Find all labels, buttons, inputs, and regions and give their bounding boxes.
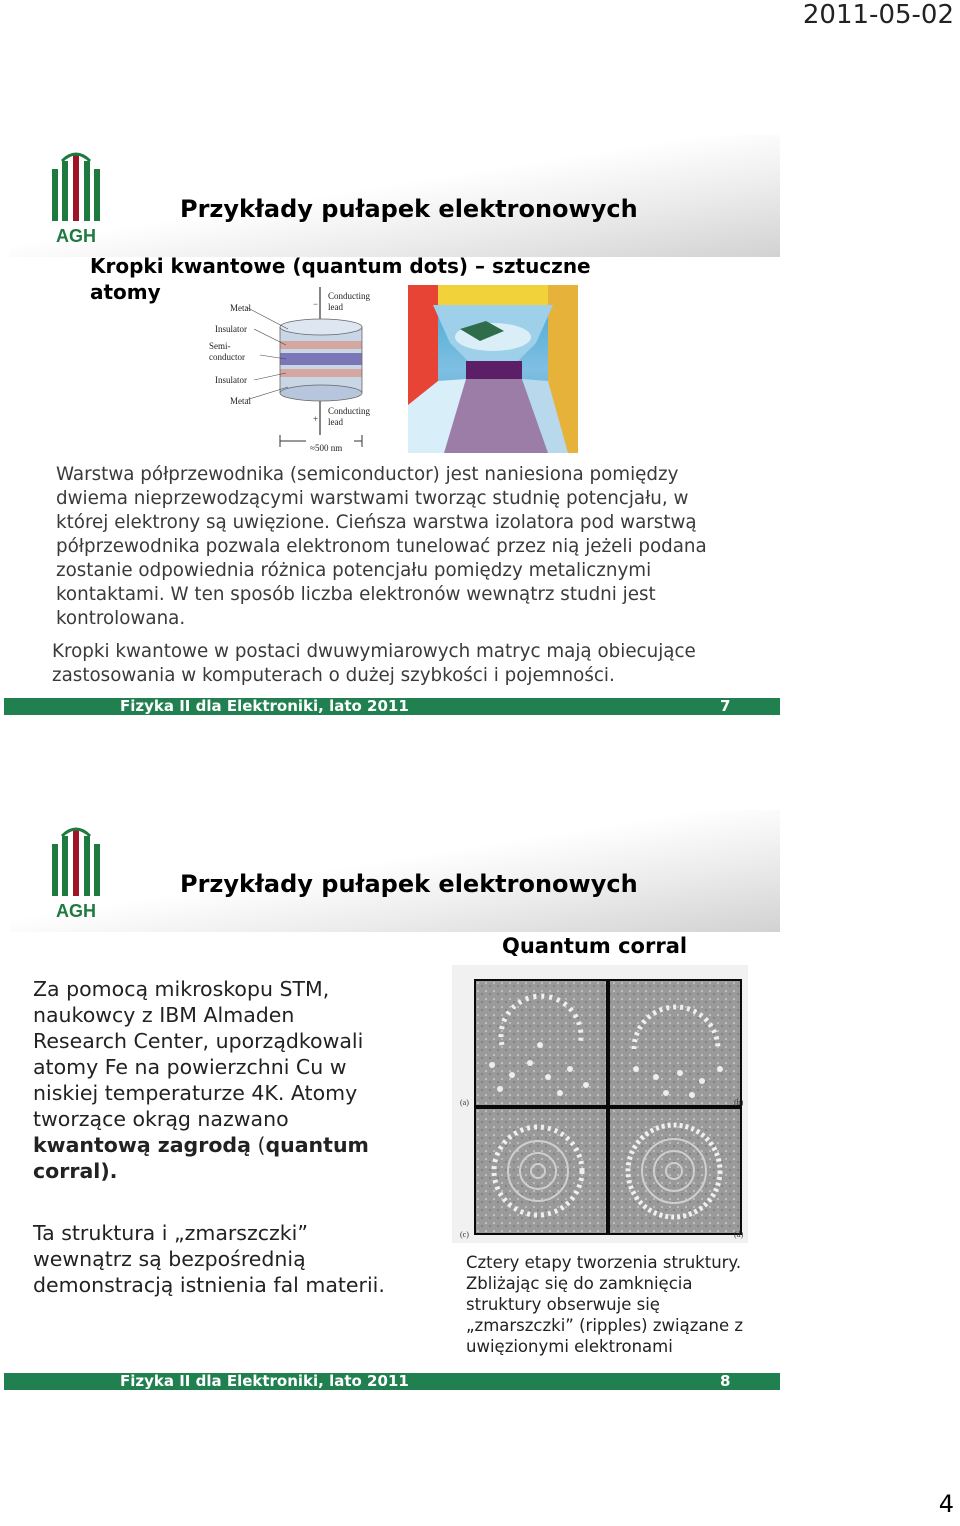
panel-a [476, 981, 606, 1105]
slide-7 [10, 135, 780, 720]
svg-text:−: − [313, 299, 319, 309]
svg-text:(c): (c) [460, 1230, 469, 1239]
slide-subtitle: Kropki kwantowe (quantum dots) – sztuczne atomy [90, 254, 591, 304]
svg-text:AGH: AGH [56, 226, 96, 245]
svg-text:Conducting: Conducting [328, 406, 370, 416]
slide-number: 8 [720, 1372, 731, 1390]
svg-text:(b): (b) [734, 1098, 744, 1107]
slide-title: Przykłady pułapek elektronowych [180, 195, 638, 223]
panel-c [476, 1109, 606, 1233]
page-number: 4 [938, 1490, 954, 1518]
image-note: Cztery etapy tworzenia struktury. Zbliżając się do zamknięcia struktury obserwuje się „zmarszczki” (ripples) związane z uwięzionymi elektronami [466, 1253, 744, 1356]
svg-text:Insulator: Insulator [215, 324, 247, 334]
svg-text:Metal: Metal [230, 396, 251, 406]
svg-text:conductor: conductor [209, 352, 245, 362]
footer-text: Fizyka II dla Elektroniki, lato 2011 [120, 1372, 409, 1390]
svg-text:Insulator: Insulator [215, 375, 247, 385]
svg-text:Metal: Metal [230, 303, 251, 313]
svg-text:Conducting: Conducting [328, 291, 370, 301]
svg-text:AGH: AGH [56, 901, 96, 920]
slide-footer [4, 1373, 780, 1390]
paragraph-text: ( [250, 1133, 266, 1157]
footer-text: Fizyka II dla Elektroniki, lato 2011 [120, 697, 409, 715]
quantum-dot-micrograph [408, 285, 578, 453]
svg-text:Semi-: Semi- [209, 341, 231, 351]
quantum-dot-diagram [202, 285, 402, 457]
bold-term: quantum corral). [33, 1133, 369, 1183]
panel-b [610, 981, 740, 1105]
slide-header [10, 135, 780, 257]
panel-d [610, 1109, 740, 1233]
slide-8 [10, 810, 780, 1395]
slide-body-paragraph-2: Ta struktura i „zmarszczki” wewnątrz są bezpośrednią demonstracją istnienia fal materii. [33, 1221, 385, 1297]
slide-body-paragraph-1: Warstwa półprzewodnika (semiconductor) jest naniesiona pomiędzy dwiema nieprzewodzącymi warstwami tworząc studnię potencjału, w której elektrony są uwięzione. Cieńsza warstwa izolatora pod warstwą półprzewodnika pozwala elektronom tunelować przez nią jeżeli podana zostanie odpowiednia różnica potencjału pomiędzy metalicznymi kontaktami. W ten sposób liczba elektronów wewnątrz studni jest kontrolowana. [56, 464, 707, 629]
slide-footer [4, 698, 780, 715]
svg-text:+: + [313, 414, 319, 424]
slide-body-paragraph-2: Kropki kwantowe w postaci dwuwymiarowych matryc mają obiecujące zastosowania w komputerach o dużej szybkości i pojemności. [52, 641, 696, 686]
svg-text:lead: lead [328, 302, 343, 312]
agh-logo [46, 822, 106, 920]
slide-title: Przykłady pułapek elektronowych [180, 870, 638, 898]
agh-logo [46, 147, 106, 245]
svg-text:lead: lead [328, 417, 343, 427]
page-date: 2011-05-02 [802, 0, 954, 30]
svg-text:≈500 nm: ≈500 nm [310, 443, 343, 453]
image-caption: Quantum corral [502, 934, 688, 958]
slide-header [10, 810, 780, 932]
svg-text:(d): (d) [734, 1230, 744, 1239]
bold-term: kwantową zagrodą [33, 1133, 251, 1157]
slide-number: 7 [720, 697, 731, 715]
slide-body-paragraph-1 [33, 976, 369, 1184]
svg-text:(a): (a) [460, 1098, 469, 1107]
paragraph-text: Za pomocą mikroskopu STM, naukowcy z IBM Almaden Research Center, uporządkowali atomy Fe na powierzchni Cu w niskiej temperaturze 4K. Atomy tworzące okrąg nazwano [33, 977, 364, 1131]
quantum-corral-images [452, 965, 748, 1243]
